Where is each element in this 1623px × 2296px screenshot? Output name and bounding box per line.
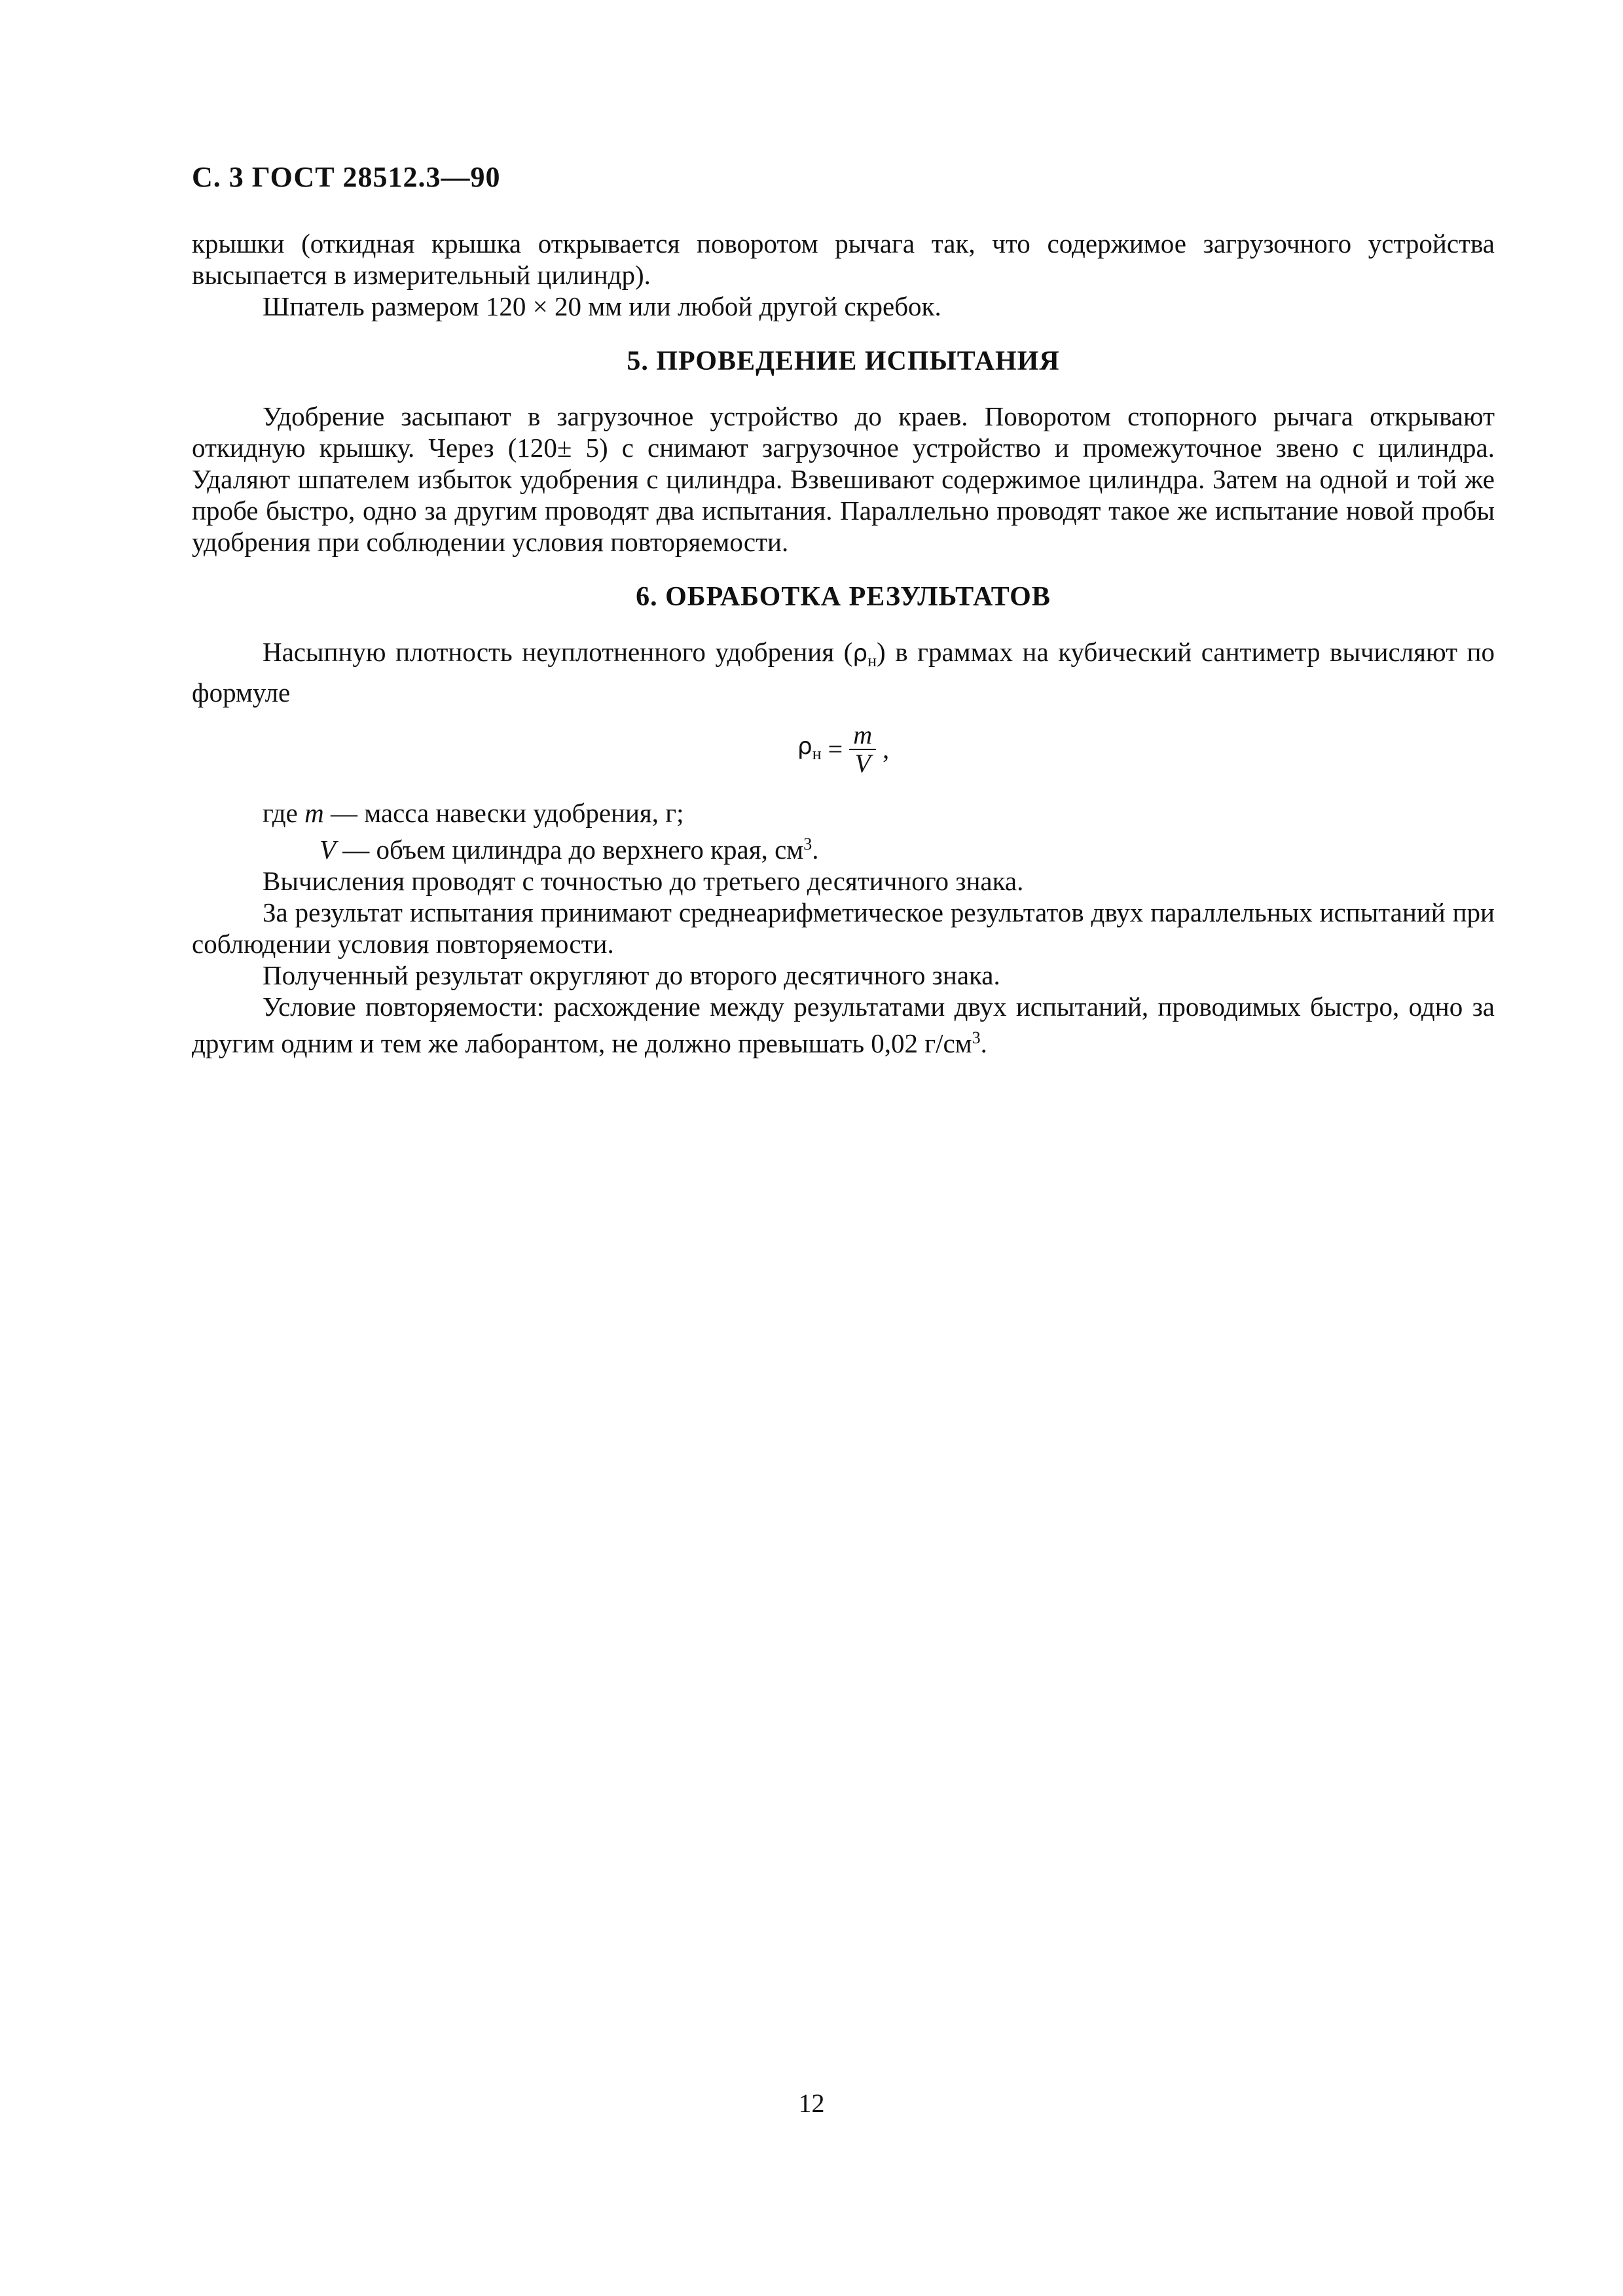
section-5-text: Удобрение засыпают в загрузочное устройство до краев. Поворотом стопорного рычага открывают откидную крышку. Через (120± 5) с снимают загрузочное устройство и промежуточное звено с цилиндра. Удаляют шпателем избыток удобрения с цилиндра. Взвешивают содержимое цилиндра. Затем на одной и той же пробе быстро, одно за другим проводят два испытания. Параллельно проводят такое же испытание новой пробы удобрения при соблюдении условия повторяемости.: [192, 401, 1495, 557]
page-number: 12: [798, 2089, 825, 2118]
where-m: где m — масса навески удобрения, г;: [263, 798, 684, 828]
calc-precision: Вычисления проводят с точностью до третьего десятичного знака.: [263, 866, 1024, 896]
result-rounding: Полученный результат округляют до второго десятичного знака.: [263, 960, 1000, 990]
section-6-intro: Насыпную плотность неуплотненного удобрения $(\rho_н)$ в граммах на кубический сантиметр вычисляют по формуле: [192, 637, 1495, 708]
paragraph-spatula: Шпатель размером 120 × 20 мм или любой другой скребок.: [263, 291, 941, 321]
section-5-title: 5. ПРОВЕДЕНИЕ ИСПЫТАНИЯ: [627, 346, 1060, 376]
formula-fraction: [849, 721, 876, 778]
formula-numerator: m: [849, 721, 876, 750]
paragraph-continuation: крышки (откидная крышка открывается поворотом рычага так, что содержимое загрузочного устройства высыпается в измерительный цилиндр).: [192, 228, 1495, 290]
rho-symbol: ρ: [852, 640, 868, 667]
density-formula: [192, 721, 1495, 778]
formula-lhs: $\rho_н$: [797, 732, 822, 763]
result-definition: За результат испытания принимают среднеарифметическое результатов двух параллельных испытаний при соблюдении условия повторяемости.: [192, 897, 1495, 959]
section-6-title: 6. ОБРАБОТКА РЕЗУЛЬТАТОВ: [636, 582, 1051, 612]
formula-denominator: V: [854, 749, 871, 778]
formula-equals: =: [828, 734, 843, 764]
formula-comma: ,: [883, 734, 890, 764]
page-header: С. 3 ГОСТ 28512.3—90: [192, 161, 501, 193]
where-v: V — объем цилиндра до верхнего края, $см^3$.: [319, 834, 819, 865]
repeatability-condition: Условие повторяемости: расхождение между результатами двух испытаний, проводимых быстро, одно за другим одним и тем же лаборантом, не должно превышать 0,02 $г/см^3$.: [192, 992, 1495, 1058]
page-content: [192, 228, 1495, 1059]
